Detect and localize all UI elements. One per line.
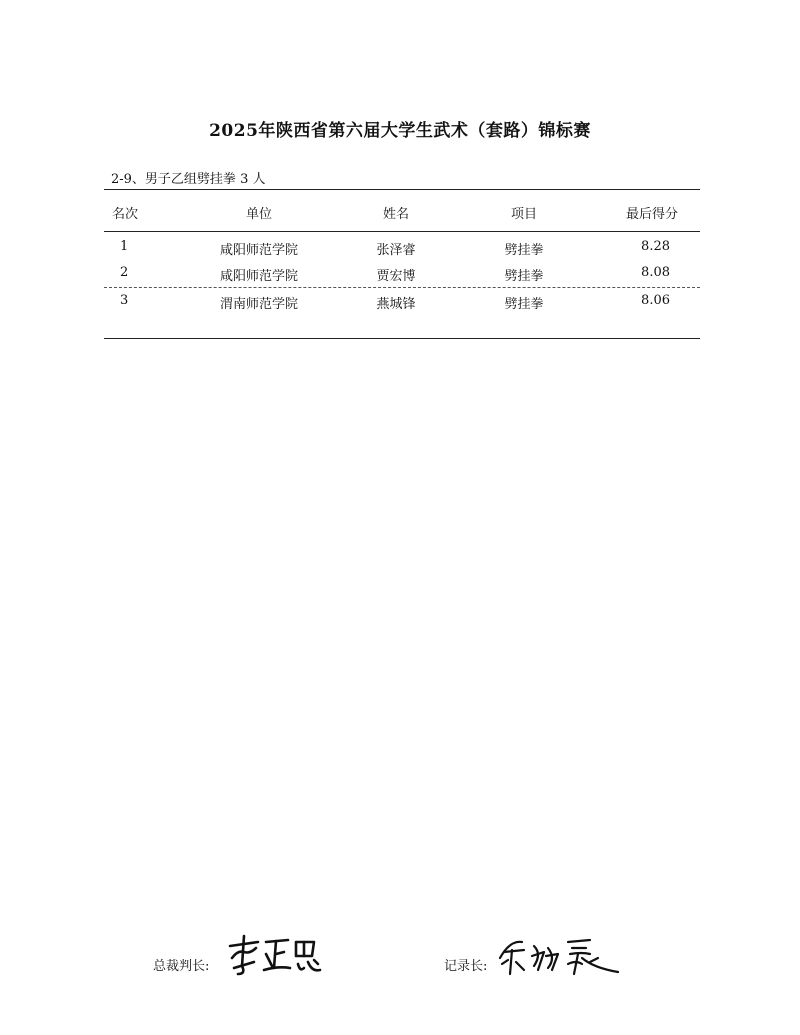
unit-cell: 渭南师范学院 (219, 297, 298, 312)
rank-cell: 3 (120, 293, 129, 308)
table-header-rule (104, 231, 700, 232)
table-header-row (104, 203, 700, 223)
event-cell: 劈挂拳 (504, 269, 544, 284)
event-cell: 劈挂拳 (504, 297, 544, 312)
rank-cell: 2 (120, 265, 129, 280)
chief-judge-signature (224, 932, 324, 978)
unit-cell: 咸阳师范学院 (219, 243, 298, 258)
name-cell: 燕城锋 (376, 297, 416, 312)
table-row (104, 265, 700, 285)
header-rank: 名次 (112, 207, 139, 222)
score-cell: 8.08 (641, 265, 670, 280)
table-bottom-rule (104, 338, 700, 339)
chief-judge-label: 总裁判长: (153, 959, 210, 974)
unit-cell: 咸阳师范学院 (219, 269, 298, 284)
group-divider (104, 287, 700, 288)
rank-cell: 1 (120, 239, 129, 254)
page-title: 2025年陕西省第六届大学生武术（套路）锦标赛 (209, 121, 591, 141)
header-unit: 单位 (245, 207, 272, 222)
recorder-signature (494, 934, 624, 978)
recorder-label: 记录长: (444, 959, 488, 974)
score-cell: 8.28 (641, 239, 670, 254)
event-cell: 劈挂拳 (504, 243, 544, 258)
name-cell: 贾宏博 (376, 269, 416, 284)
table-top-rule (104, 189, 700, 190)
event-subtitle: 2-9、男子乙组劈挂拳 3 人 (111, 172, 266, 187)
score-cell: 8.06 (641, 293, 670, 308)
header-name: 姓名 (382, 207, 409, 222)
table-row (104, 239, 700, 259)
header-score: 最后得分 (625, 207, 678, 222)
table-row (104, 293, 700, 313)
name-cell: 张泽睿 (376, 243, 416, 258)
header-event: 项目 (510, 207, 537, 222)
